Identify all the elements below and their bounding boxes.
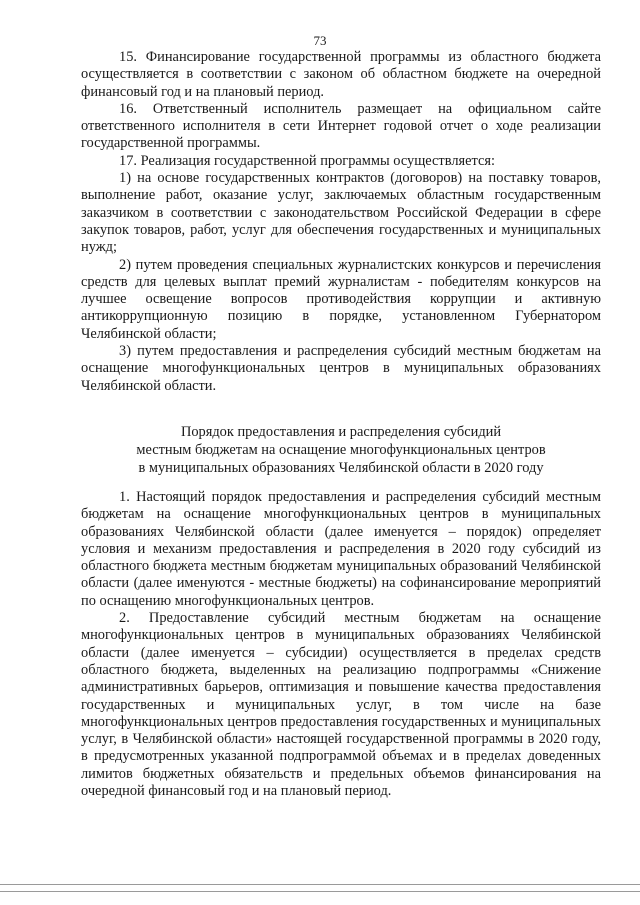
subsidy-procedure-text bbox=[81, 489, 601, 800]
section-heading-line-1: Порядок предоставления и распределения субсидий bbox=[180, 424, 502, 440]
program-implementation-text bbox=[81, 49, 601, 395]
paragraph-17-item-3: 3) путем предоставления и распределения субсидий местным бюджетам на оснащение многофункциональных центров в муниципальных образованиях Челябинской области. bbox=[81, 343, 601, 394]
page-number: 73 bbox=[313, 33, 327, 48]
procedure-paragraph-1: 1. Настоящий порядок предоставления и распределения субсидий местным бюджетам на оснащение многофункциональных центров в муниципальных образованиях Челябинской области (далее именуется – порядок) определяет условия и механизм предоставления и распределения в 2020 году субсидий из областного бюджета местным бюджетам муниципальных образований Челябинской области (далее именуются - местные бюджеты) на софинансирование мероприятий по оснащению многофункциональных центров. bbox=[81, 489, 601, 609]
section-heading-line-3: в муниципальных образованиях Челябинской области в 2020 году bbox=[138, 460, 544, 476]
section-heading-line-2: местным бюджетам на оснащение многофункциональных центров bbox=[136, 442, 546, 458]
section-heading bbox=[81, 423, 601, 477]
paragraph-17: 17. Реализация государственной программы осуществляется: bbox=[119, 152, 495, 169]
paragraph-17-item-2: 2) путем проведения специальных журналистских конкурсов и перечисления средств для целевых выплат премий журналистам - победителям конкурсов на лучшее освещение вопросов противодействия коррупции и активную антикоррупционную позицию в порядке, установленном Губернатором Челябинской области; bbox=[81, 256, 601, 342]
paragraph-15: 15. Финансирование государственной программы из областного бюджета осуществляется в соответствии с законом об областном бюджете на очередной финансовый год и на плановый период. bbox=[81, 49, 601, 100]
page-edge-line bbox=[0, 891, 640, 892]
procedure-paragraph-2: 2. Предоставление субсидий местным бюджетам на оснащение многофункциональных центров в муниципальных образованиях Челябинской области (далее именуется – субсидии) осуществляется в пределах средств областного бюджета, выделенных на реализацию подпрограммы «Снижение административных барьеров, оптимизация и повышение качества предоставления государственных и муниципальных услуг, в том числе на базе многофункциональных центров предоставления государственных и муниципальных услуг, в Челябинской области» настоящей государственной программы в 2020 году, в предусмотренных указанной подпрограммой объемах и в пределах доведенных лимитов бюджетных обязательств и предельных объемов финансирования на очередной финансовый год и на плановый период. bbox=[81, 610, 601, 800]
page-edge-line bbox=[0, 884, 640, 885]
paragraph-16: 16. Ответственный исполнитель размещает на официальном сайте ответственного исполнителя в сети Интернет годовой отчет о ходе реализации государственной программы. bbox=[81, 100, 601, 152]
paragraph-17-item-1: 1) на основе государственных контрактов (договоров) на поставку товаров, выполнение работ, оказание услуг, заключаемых областным государственным заказчиком в соответствии с законодательством Российской Федерации в сфере закупок товаров, работ, услуг для обеспечения государственных и муниципальных нужд; bbox=[81, 170, 601, 256]
